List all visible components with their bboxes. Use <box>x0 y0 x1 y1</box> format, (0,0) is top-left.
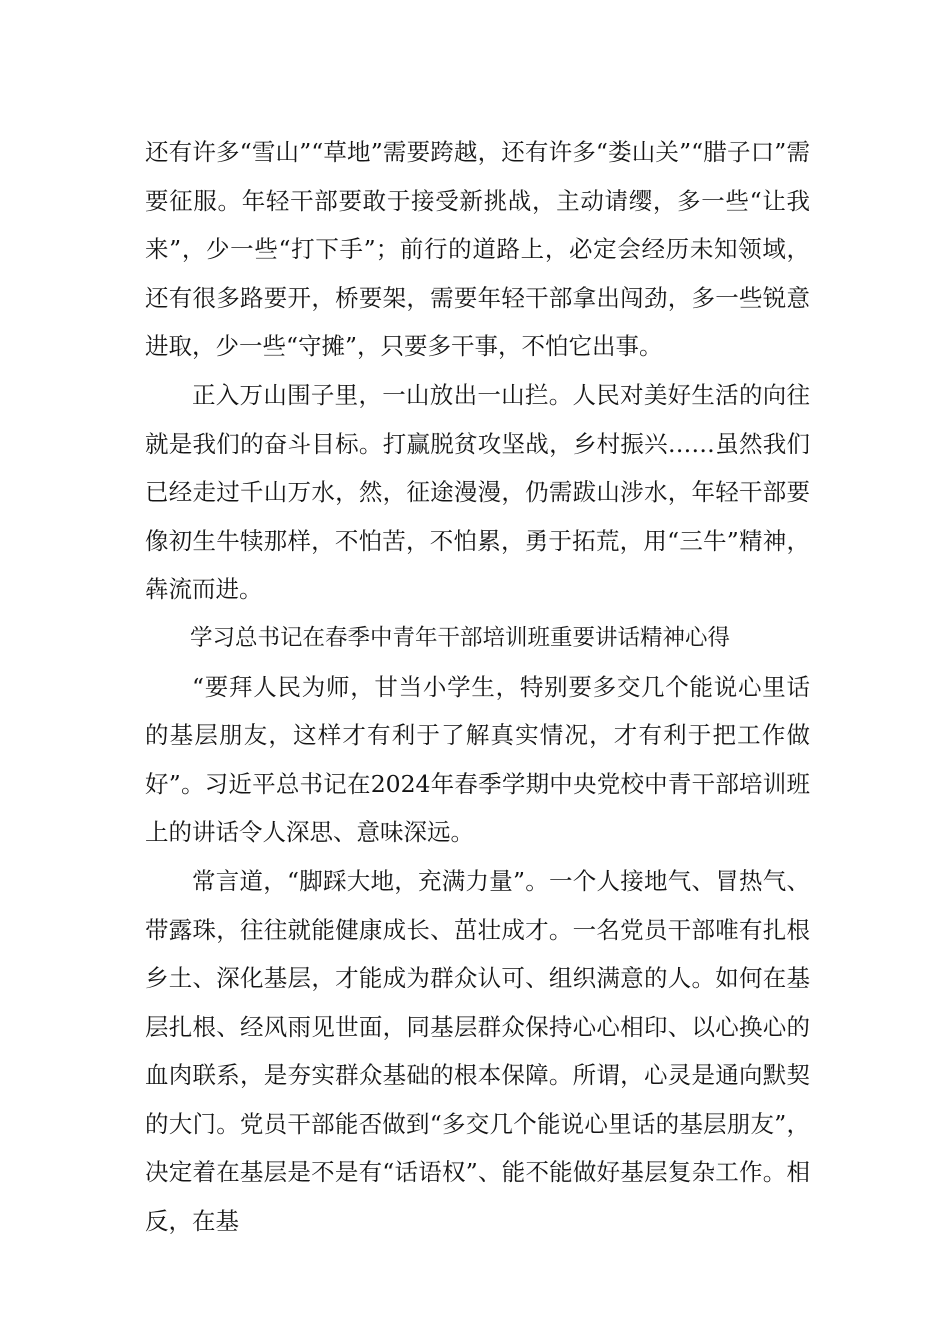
section-heading: 学习总书记在春季中青年干部培训班重要讲话精神心得 <box>190 624 731 651</box>
paragraph: 正入万山围子里，一山放出一山拦。人民对美好生活的向往就是我们的奋斗目标。打赢脱贫攻坚战，乡村振兴……虽然我们已经走过千山万水，然，征途漫漫，仍需跋山涉水，年轻干部要像初生牛犊那样，不怕苦，不怕累，勇于拓荒，用“三牛”精神，犇流而进。 <box>145 380 810 604</box>
paragraph: 常言道，“脚踩大地，充满力量”。一个人接地气、冒热气、带露珠，往往就能健康成长、茁壮成才。一名党员干部唯有扎根乡土、深化基层，才能成为群众认可、组织满意的人。如何在基层扎根、经风雨见世面，同基层群众保持心心相印、以心换心的血肉联系，是夯实群众基础的根本保障。所谓，心灵是通向默契的大门。党员干部能否做到“多交几个能说心里话的基层朋友”，决定着在基层是不是有“话语权”、能不能做好基层复杂工作。相反，在基 <box>145 866 810 1236</box>
paragraph-continuation: 还有许多“雪山”“草地”需要跨越，还有许多“娄山关”“腊子口”需要征服。年轻干部要敢于接受新挑战，主动请缨，多一些“让我来”，少一些“打下手”；前行的道路上，必定会经历未知领域，还有很多路要开，桥要架，需要年轻干部拿出闯劲，多一些锐意进取，少一些“守摊”，只要多干事，不怕它出事。 <box>145 138 810 361</box>
paragraph: “要拜人民为师，甘当小学生，特别要多交几个能说心里话的基层朋友，这样才有利于了解真实情况，才有利于把工作做好”。习近平总书记在2024年春季学期中央党校中青干部培训班上的讲话令人深思、意味深远。 <box>145 672 810 847</box>
document-body <box>145 128 810 1246</box>
